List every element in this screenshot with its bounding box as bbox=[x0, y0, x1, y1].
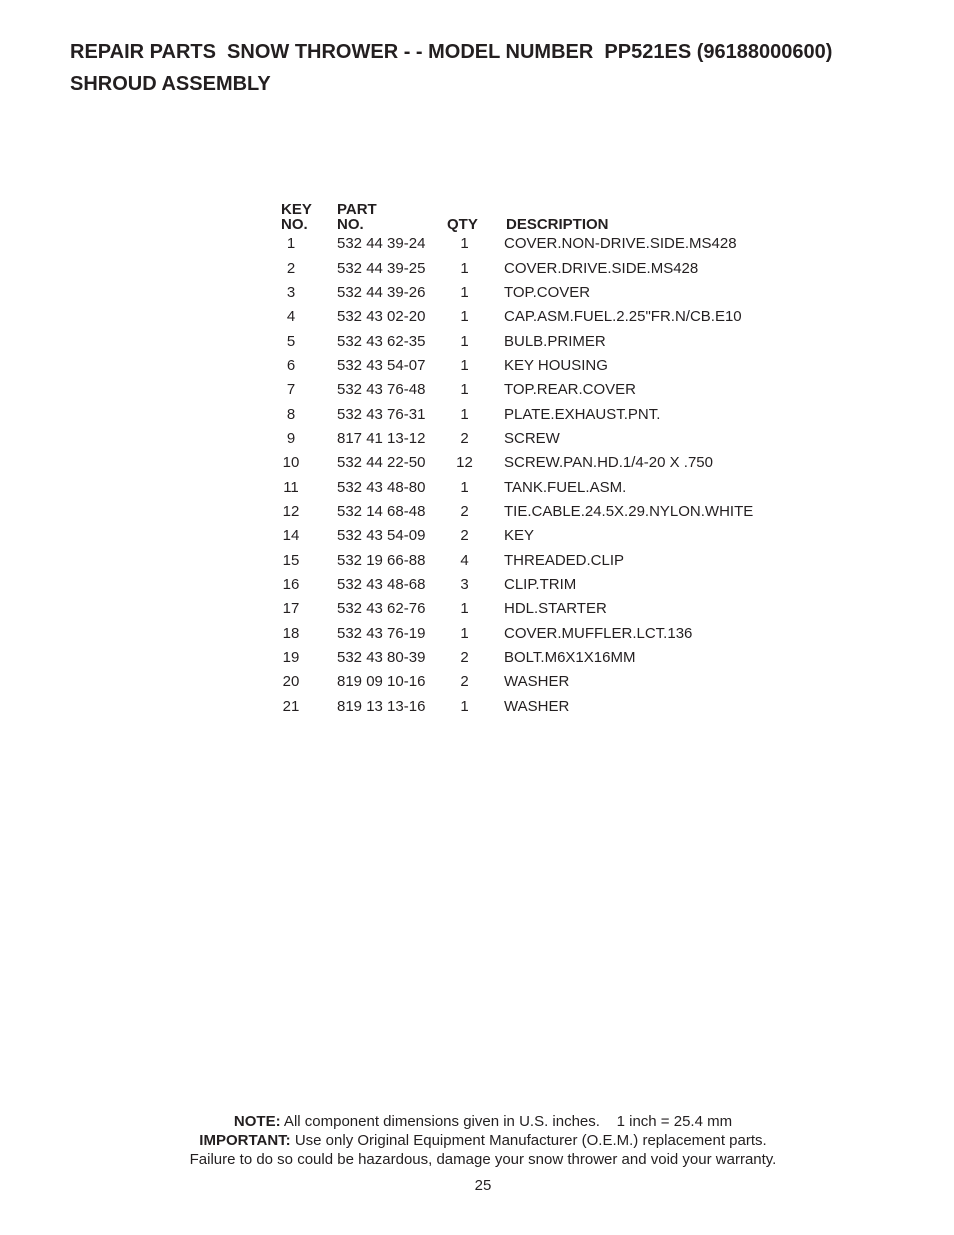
qty-cell: 1 bbox=[460, 308, 469, 326]
parts-table bbox=[281, 200, 786, 719]
key-no-cell: 12 bbox=[282, 502, 300, 520]
table-row bbox=[281, 354, 786, 378]
header-part-line2: NO. bbox=[337, 216, 364, 233]
qty-cell: 2 bbox=[460, 673, 469, 691]
parts-table-body bbox=[281, 232, 786, 719]
table-row bbox=[281, 695, 786, 719]
description-cell: THREADED.CLIP bbox=[504, 551, 625, 569]
footer-notes bbox=[0, 1112, 954, 1169]
qty-cell: 1 bbox=[460, 405, 469, 423]
qty-cell: 1 bbox=[460, 283, 469, 301]
part-no-cell: 532 43 76-48 bbox=[337, 381, 426, 399]
key-no-cell: 20 bbox=[282, 673, 300, 691]
description-cell: WASHER bbox=[504, 673, 570, 691]
key-no-cell: 11 bbox=[283, 478, 299, 496]
part-no-cell: 532 43 48-80 bbox=[337, 478, 426, 496]
qty-cell: 2 bbox=[460, 502, 469, 520]
key-no-cell: 19 bbox=[282, 649, 300, 667]
table-row bbox=[281, 475, 786, 499]
description-cell: SCREW.PAN.HD.1/4-20 X .750 bbox=[504, 454, 713, 472]
part-no-cell: 817 41 13-12 bbox=[337, 429, 426, 447]
description-cell: TOP.REAR.COVER bbox=[504, 381, 636, 399]
part-no-cell: 532 43 48-68 bbox=[337, 575, 426, 593]
part-no-cell: 532 44 39-24 bbox=[337, 235, 426, 253]
qty-cell: 1 bbox=[460, 259, 469, 277]
key-no-cell: 9 bbox=[286, 429, 296, 447]
part-no-cell: 532 19 66-88 bbox=[337, 551, 426, 569]
description-cell: TIE.CABLE.24.5X.29.NYLON.WHITE bbox=[504, 502, 754, 520]
table-row bbox=[281, 402, 786, 426]
table-row bbox=[281, 378, 786, 402]
qty-cell: 2 bbox=[460, 527, 469, 545]
key-no-cell: 5 bbox=[286, 332, 296, 350]
part-no-cell: 532 43 76-31 bbox=[337, 405, 426, 423]
qty-cell: 1 bbox=[460, 600, 469, 618]
header-key-line1: KEY bbox=[281, 201, 312, 218]
qty-cell: 1 bbox=[460, 356, 469, 374]
table-row bbox=[281, 646, 786, 670]
part-no-cell: 532 44 39-25 bbox=[337, 259, 426, 277]
part-no-cell: 819 09 10-16 bbox=[337, 673, 426, 691]
key-no-cell: 21 bbox=[282, 697, 300, 715]
qty-cell: 1 bbox=[460, 332, 469, 350]
parts-table-header bbox=[281, 200, 786, 232]
part-no-cell: 532 14 68-48 bbox=[337, 502, 426, 520]
table-row bbox=[281, 232, 786, 256]
description-cell: WASHER bbox=[504, 697, 570, 715]
table-row bbox=[281, 622, 786, 646]
key-no-cell: 15 bbox=[282, 551, 300, 569]
qty-cell: 1 bbox=[460, 697, 469, 715]
part-no-cell: 532 43 80-39 bbox=[337, 649, 426, 667]
description-cell: COVER.NON-DRIVE.SIDE.MS428 bbox=[504, 235, 737, 253]
key-no-cell: 17 bbox=[282, 600, 300, 618]
description-cell: COVER.DRIVE.SIDE.MS428 bbox=[504, 259, 699, 277]
page-title bbox=[70, 36, 930, 100]
table-row bbox=[281, 670, 786, 694]
important-label: IMPORTANT: bbox=[199, 1132, 291, 1149]
key-no-cell: 1 bbox=[286, 235, 296, 253]
title-line-1: REPAIR PARTS SNOW THROWER - - MODEL NUMBER PP521ES (96188000600) bbox=[70, 41, 833, 63]
part-no-cell: 532 43 62-76 bbox=[337, 600, 426, 618]
key-no-cell: 4 bbox=[286, 308, 296, 326]
header-key-line2: NO. bbox=[281, 216, 308, 233]
warning-line: Failure to do so could be hazardous, damage your snow thrower and void your warranty. bbox=[189, 1151, 777, 1168]
key-no-cell: 14 bbox=[282, 527, 300, 545]
description-cell: KEY HOUSING bbox=[504, 356, 608, 374]
description-cell: PLATE.EXHAUST.PNT. bbox=[504, 405, 661, 423]
part-no-cell: 532 43 54-09 bbox=[337, 527, 426, 545]
key-no-cell: 18 bbox=[282, 624, 300, 642]
qty-cell: 1 bbox=[460, 381, 469, 399]
header-description: DESCRIPTION bbox=[506, 216, 609, 233]
part-no-cell: 532 44 39-26 bbox=[337, 283, 426, 301]
part-no-cell: 532 43 76-19 bbox=[337, 624, 426, 642]
qty-cell: 4 bbox=[460, 551, 469, 569]
key-no-cell: 8 bbox=[286, 405, 296, 423]
table-row bbox=[281, 500, 786, 524]
qty-cell: 1 bbox=[460, 235, 469, 253]
description-cell: BULB.PRIMER bbox=[504, 332, 606, 350]
header-qty: QTY bbox=[447, 216, 478, 233]
note-text: All component dimensions given in U.S. inches. 1 inch = 25.4 mm bbox=[280, 1113, 733, 1130]
qty-cell: 2 bbox=[460, 649, 469, 667]
part-no-cell: 532 43 02-20 bbox=[337, 308, 426, 326]
qty-cell: 1 bbox=[460, 624, 469, 642]
page-number: 25 bbox=[474, 1177, 492, 1194]
part-no-cell: 532 43 62-35 bbox=[337, 332, 426, 350]
qty-cell: 1 bbox=[460, 478, 469, 496]
key-no-cell: 2 bbox=[286, 259, 296, 277]
description-cell: HDL.STARTER bbox=[504, 600, 607, 618]
important-text: Use only Original Equipment Manufacturer (O.E.M.) replacement parts. bbox=[290, 1132, 767, 1149]
qty-cell: 2 bbox=[460, 429, 469, 447]
qty-cell: 3 bbox=[460, 575, 469, 593]
part-no-cell: 819 13 13-16 bbox=[337, 697, 426, 715]
title-line-2: SHROUD ASSEMBLY bbox=[70, 73, 271, 95]
header-key-no bbox=[281, 200, 337, 232]
part-no-cell: 532 43 54-07 bbox=[337, 356, 426, 374]
note-line bbox=[0, 1112, 954, 1131]
table-row bbox=[281, 329, 786, 353]
description-cell: COVER.MUFFLER.LCT.136 bbox=[504, 624, 693, 642]
header-part-line1: PART bbox=[337, 201, 377, 218]
header-part-no bbox=[337, 200, 447, 232]
qty-cell: 12 bbox=[456, 454, 473, 472]
description-cell: BOLT.M6X1X16MM bbox=[504, 649, 636, 667]
description-cell: CLIP.TRIM bbox=[504, 575, 577, 593]
table-row bbox=[281, 524, 786, 548]
key-no-cell: 7 bbox=[286, 381, 296, 399]
table-row bbox=[281, 305, 786, 329]
important-line bbox=[0, 1131, 954, 1150]
key-no-cell: 6 bbox=[286, 356, 296, 374]
table-row bbox=[281, 427, 786, 451]
key-no-cell: 16 bbox=[282, 575, 300, 593]
description-cell: TOP.COVER bbox=[504, 283, 591, 301]
part-no-cell: 532 44 22-50 bbox=[337, 454, 426, 472]
table-row bbox=[281, 281, 786, 305]
table-row bbox=[281, 548, 786, 572]
description-cell: CAP.ASM.FUEL.2.25"FR.N/CB.E10 bbox=[504, 308, 742, 326]
table-row bbox=[281, 597, 786, 621]
table-row bbox=[281, 256, 786, 280]
note-label: NOTE: bbox=[233, 1113, 281, 1130]
header-row bbox=[281, 200, 786, 232]
description-cell: SCREW bbox=[504, 429, 560, 447]
description-cell: TANK.FUEL.ASM. bbox=[504, 478, 627, 496]
table-row bbox=[281, 451, 786, 475]
key-no-cell: 10 bbox=[282, 454, 300, 472]
key-no-cell: 3 bbox=[286, 283, 296, 301]
description-cell: KEY bbox=[504, 527, 535, 545]
table-row bbox=[281, 573, 786, 597]
